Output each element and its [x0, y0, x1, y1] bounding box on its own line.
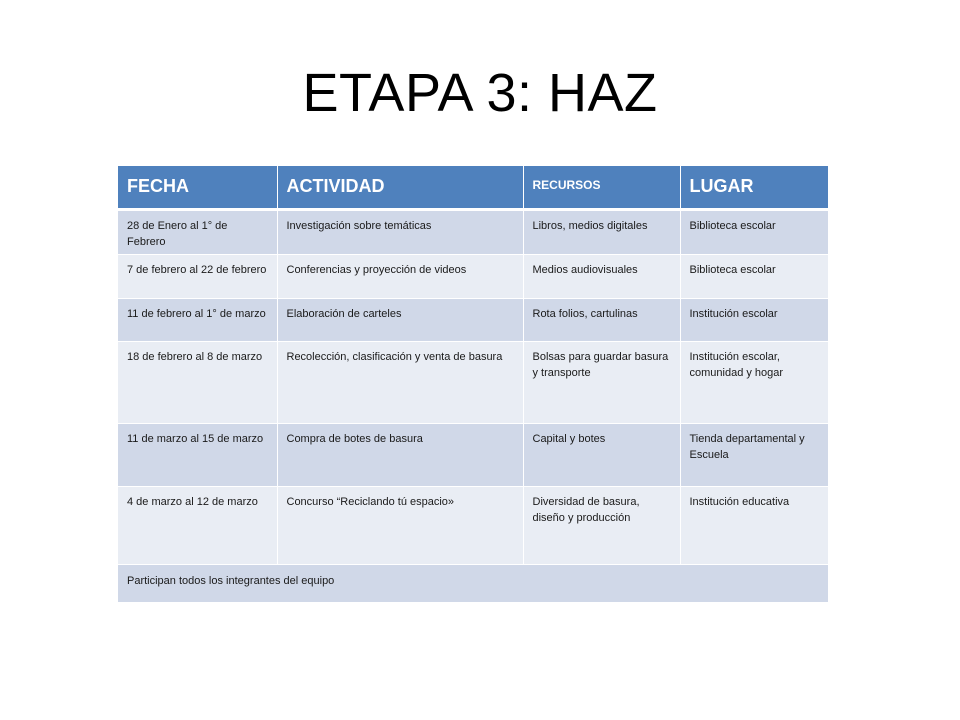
table-row: [118, 209, 828, 254]
cell-fecha: 7 de febrero al 22 de febrero: [118, 254, 277, 298]
header-fecha: FECHA: [118, 166, 277, 209]
footer-note: Participan todos los integrantes del equipo: [118, 564, 828, 602]
cell-fecha: 28 de Enero al 1° de Febrero: [118, 209, 277, 254]
cell-recursos: Medios audiovisuales: [523, 254, 680, 298]
header-recursos: RECURSOS: [523, 166, 680, 209]
cell-actividad: Compra de botes de basura: [277, 423, 523, 486]
cell-actividad: Conferencias y proyección de videos: [277, 254, 523, 298]
cell-actividad: Investigación sobre temáticas: [277, 209, 523, 254]
header-lugar: LUGAR: [680, 166, 828, 209]
cell-recursos: Bolsas para guardar basura y transporte: [523, 341, 680, 423]
cell-recursos: Rota folios, cartulinas: [523, 298, 680, 341]
cell-recursos: Capital y botes: [523, 423, 680, 486]
cell-actividad: Recolección, clasificación y venta de basura: [277, 341, 523, 423]
cell-recursos: Diversidad de basura, diseño y producción: [523, 486, 680, 564]
header-actividad: ACTIVIDAD: [277, 166, 523, 209]
cell-lugar: Biblioteca escolar: [680, 209, 828, 254]
cell-lugar: Institución escolar: [680, 298, 828, 341]
table-row: [118, 254, 828, 298]
cell-fecha: 11 de marzo al 15 de marzo: [118, 423, 277, 486]
cell-lugar: Biblioteca escolar: [680, 254, 828, 298]
footer-row: [118, 564, 828, 602]
table-row: [118, 341, 828, 423]
cell-actividad: Elaboración de carteles: [277, 298, 523, 341]
cell-fecha: 11 de febrero al 1° de marzo: [118, 298, 277, 341]
cell-lugar: Institución educativa: [680, 486, 828, 564]
header-row: [118, 166, 828, 209]
table-row: [118, 298, 828, 341]
slide-title: ETAPA 3: HAZ: [302, 63, 658, 123]
cell-lugar: Tienda departamental y Escuela: [680, 423, 828, 486]
table-row: [118, 423, 828, 486]
schedule-table: [118, 166, 828, 603]
cell-fecha: 18 de febrero al 8 de marzo: [118, 341, 277, 423]
table-row: [118, 486, 828, 564]
cell-recursos: Libros, medios digitales: [523, 209, 680, 254]
cell-actividad: Concurso “Reciclando tú espacio»: [277, 486, 523, 564]
cell-fecha: 4 de marzo al 12 de marzo: [118, 486, 277, 564]
cell-lugar: Institución escolar, comunidad y hogar: [680, 341, 828, 423]
